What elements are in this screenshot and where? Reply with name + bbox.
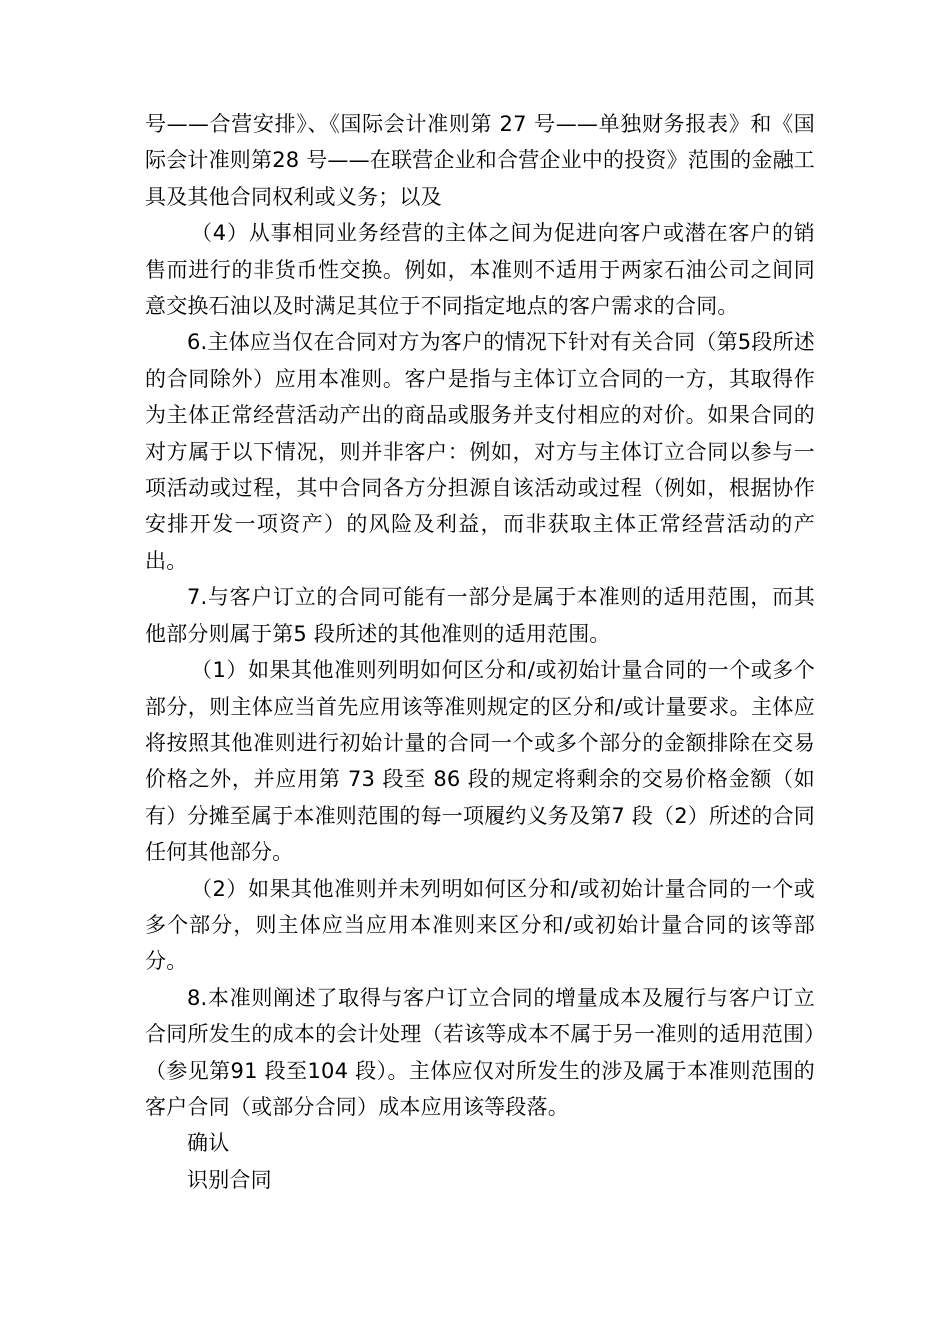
section-heading-recognition: 确认 <box>187 1131 230 1156</box>
paragraph-7-item-1: （1）如果其他准则列明如何区分和/或初始计量合同的一个或多个部分，则主体应当首先应用该等准则规定的区分和/或计量要求。主体应将按照其他准则进行初始计量的合同一个或多个部分的金额排除在交易价格之外，并应用第 73 段至 86 段的规定将剩余的交易价格金额（如有）分摊至属于本准则范围的每一项履约义务及第7 段（2）所述的合同任何其他部分。 <box>145 658 815 865</box>
section-heading-identify-contract: 识别合同 <box>187 1167 272 1192</box>
paragraph-7-item-2: （2）如果其他准则并未列明如何区分和/或初始计量合同的一个或多个部分，则主体应当应用本准则来区分和/或初始计量合同的该等部分。 <box>145 876 815 974</box>
paragraph-scope-continued: 号——合营安排》、《国际会计准则第 27 号——单独财务报表》和《国际会计准则第28 号——在联营企业和合营企业中的投资》范围的金融工具及其他合同权利或义务；以及 <box>145 112 815 209</box>
paragraph-item-4: （4）从事相同业务经营的主体之间为促进向客户或潜在客户的销售而进行的非货币性交换。例如，本准则不适用于两家石油公司之间同意交换石油以及时满足其位于不同指定地点的客户需求的合同。 <box>145 221 815 319</box>
paragraph-6: 6.主体应当仅在合同对方为客户的情况下针对有关合同（第5段所述的合同除外）应用本准则。客户是指与主体订立合同的一方，其取得作为主体正常经营活动产出的商品或服务并支付相应的对价。如果合同的对方属于以下情况，则并非客户：例如，对方与主体订立合同以参与一项活动或过程，其中合同各方分担源自该活动或过程（例如，根据协作安排开发一项资产）的风险及利益，而非获取主体正常经营活动的产出。 <box>145 330 815 573</box>
paragraph-8: 8.本准则阐述了取得与客户订立合同的增量成本及履行与客户订立合同所发生的成本的会计处理（若该等成本不属于另一准则的适用范围）（参见第91 段至104 段）。主体应仅对所发生的涉及属于本准则范围的客户合同（或部分合同）成本应用该等段落。 <box>145 985 815 1119</box>
document-body <box>145 106 815 1198</box>
paragraph-7: 7.与客户订立的合同可能有一部分是属于本准则的适用范围，而其他部分则属于第5 段所述的其他准则的适用范围。 <box>145 585 815 646</box>
